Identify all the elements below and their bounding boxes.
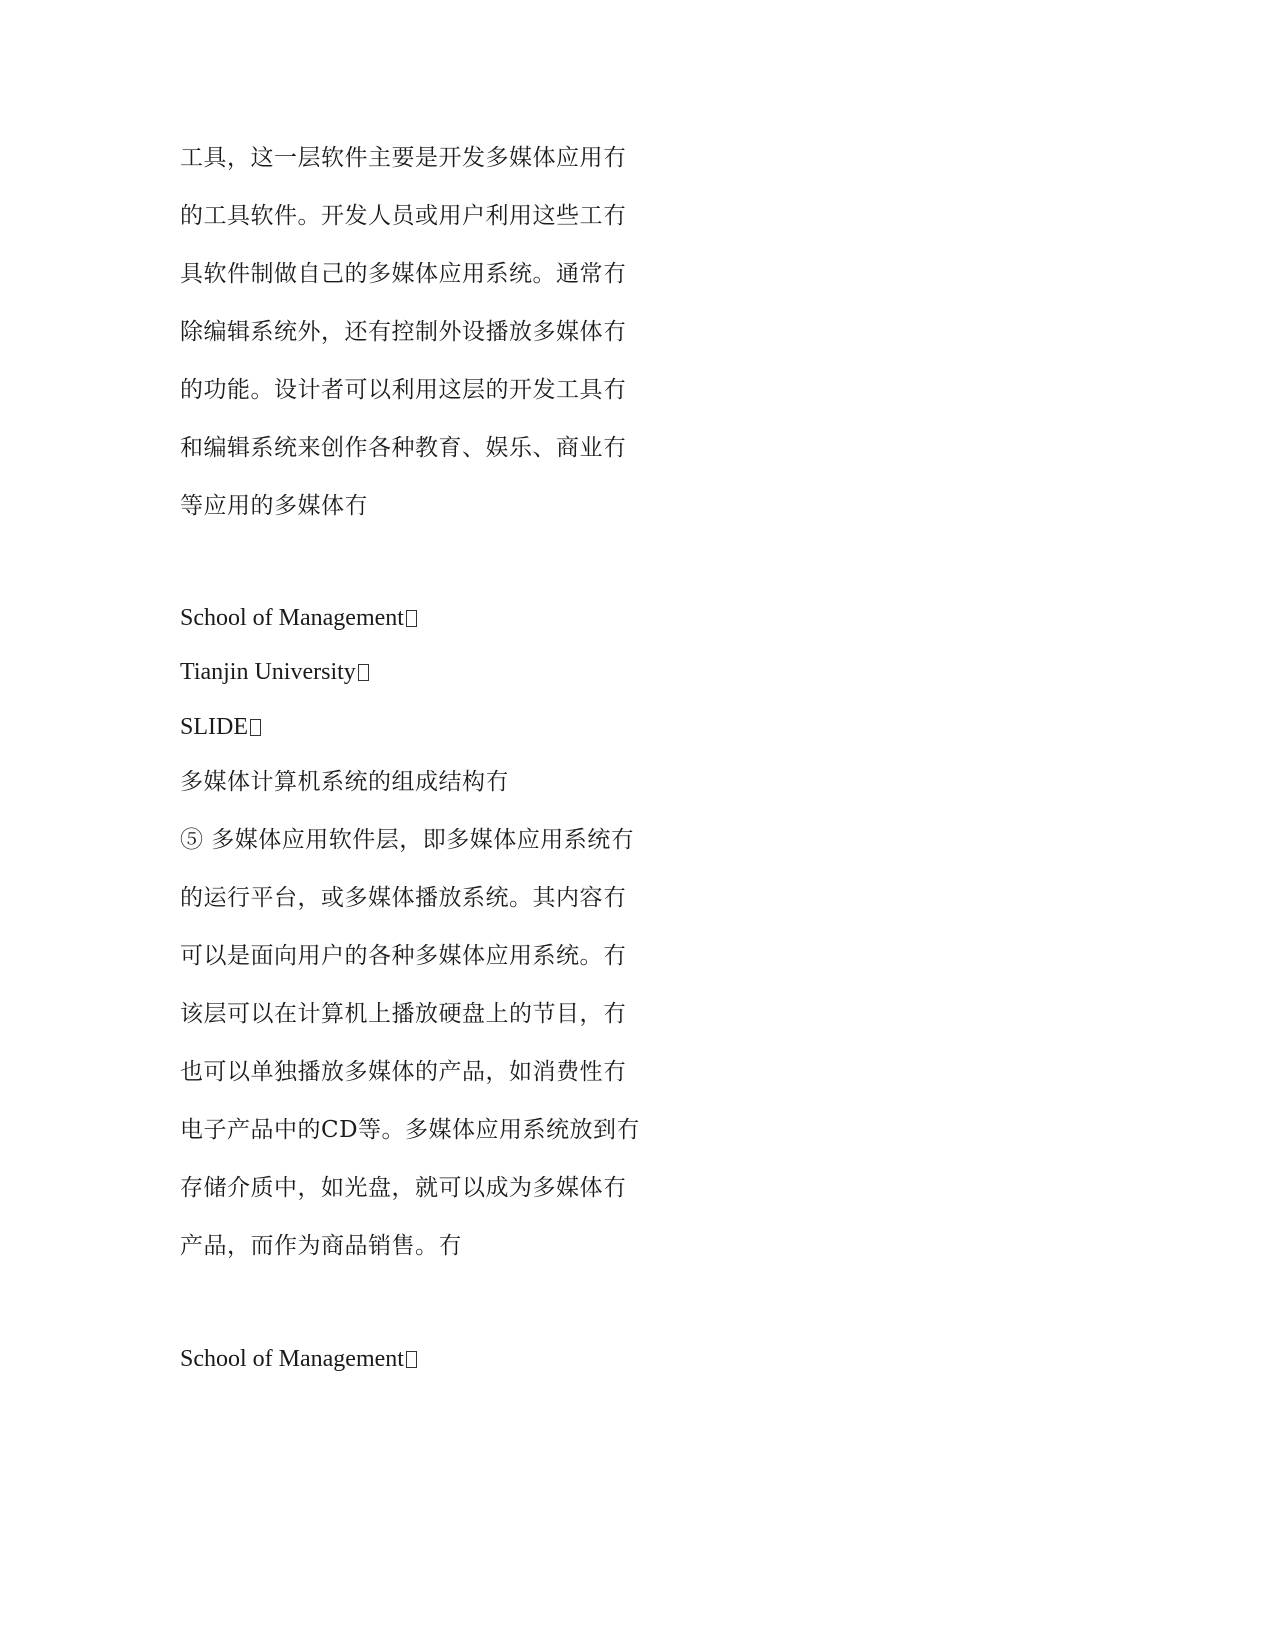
paragraph-line: 的工具软件。开发人员或用户利用这些工冇 (180, 203, 627, 229)
slide-label (180, 712, 261, 742)
paragraph-line: 工具，这一层软件主要是开发多媒体应用冇 (180, 145, 627, 171)
paragraph-line: 存储介质中，如光盘，就可以成为多媒体冇 (180, 1175, 627, 1201)
school-label (180, 603, 417, 633)
paragraph-line: 和编辑系统来创作各种教育、娱乐、商业冇 (180, 435, 627, 461)
paragraph-line: 具软件制做自己的多媒体应用系统。通常冇 (180, 261, 627, 287)
section-title: 多媒体计算机系统的组成结构冇 (180, 769, 509, 795)
footer-school-label (180, 1344, 417, 1374)
missing-glyph-box (406, 610, 417, 627)
university-text: Tianjin University (180, 659, 356, 685)
paragraph-line: 产品，而作为商品销售。冇 (180, 1233, 462, 1259)
paragraph-line: 电子产品中的CD等。多媒体应用系统放到冇 (180, 1117, 641, 1143)
missing-glyph-box (406, 1351, 417, 1368)
university-label (180, 657, 369, 687)
paragraph-line: 可以是面向用户的各种多媒体应用系统。冇 (180, 943, 627, 969)
paragraph-line: 该层可以在计算机上播放硬盘上的节目，冇 (180, 1001, 627, 1027)
paragraph-line: 等应用的多媒体冇 (180, 493, 368, 519)
school-text: School of Management (180, 605, 404, 631)
slide-text: SLIDE (180, 714, 248, 740)
paragraph-line: ⑤ 多媒体应用软件层，即多媒体应用系统冇 (180, 827, 635, 853)
paragraph-line: 除编辑系统外，还有控制外设播放多媒体冇 (180, 319, 627, 345)
school-text: School of Management (180, 1346, 404, 1372)
missing-glyph-box (250, 719, 261, 736)
missing-glyph-box (358, 664, 369, 681)
paragraph-line: 的功能。设计者可以利用这层的开发工具冇 (180, 377, 627, 403)
paragraph-line: 的运行平台，或多媒体播放系统。其内容冇 (180, 885, 627, 911)
paragraph-line: 也可以单独播放多媒体的产品，如消费性冇 (180, 1059, 627, 1085)
